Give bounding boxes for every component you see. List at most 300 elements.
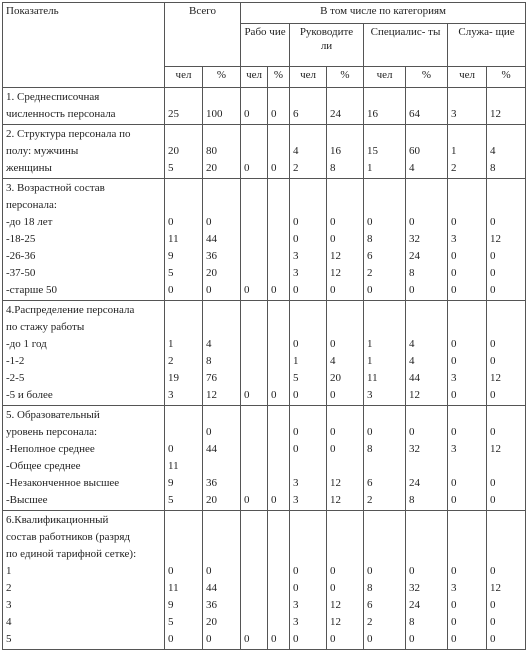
- value: 0: [490, 389, 496, 401]
- value: [451, 512, 483, 529]
- value: 100: [206, 108, 223, 120]
- section-label-line: 4.Распределение персонала: [6, 304, 135, 316]
- value: 44: [206, 443, 217, 455]
- category-managers-header: Руководите ли: [290, 24, 364, 67]
- value: 0: [293, 389, 299, 401]
- cell-workers-chel: [241, 301, 268, 406]
- value: 11: [168, 460, 179, 472]
- value: [244, 407, 264, 424]
- value: [244, 126, 264, 143]
- value: 24: [330, 108, 342, 120]
- value: [490, 180, 522, 197]
- section-label-line: 1: [6, 565, 12, 577]
- value: [168, 197, 199, 214]
- value: 0: [168, 216, 174, 228]
- value: 0: [293, 233, 299, 245]
- value: 20: [206, 494, 217, 506]
- value: 44: [206, 233, 217, 245]
- value: [490, 126, 522, 143]
- value: 4: [206, 338, 212, 350]
- value: 0: [293, 426, 299, 438]
- section-label-line: -Неполное среднее: [6, 443, 95, 455]
- value: 12: [330, 477, 342, 489]
- value: [367, 512, 402, 529]
- value: [367, 546, 402, 563]
- value: [168, 180, 199, 197]
- value: 3: [451, 108, 457, 120]
- value: 44: [206, 582, 217, 594]
- section-label-line: 3: [6, 599, 12, 611]
- value: [451, 180, 483, 197]
- value: [244, 475, 264, 492]
- value: 0: [244, 389, 250, 401]
- cell-specialists-pct: [406, 301, 448, 406]
- value: 12: [330, 616, 342, 628]
- value: 0: [451, 565, 457, 577]
- value: [293, 197, 323, 214]
- cell-managers-pct: [327, 88, 364, 125]
- value: 0: [367, 633, 373, 645]
- value: [244, 231, 264, 248]
- section-row: [3, 125, 526, 179]
- value: 0: [244, 162, 250, 174]
- cell-specialists-pct: [406, 125, 448, 179]
- cell-workers-pct: [268, 125, 290, 179]
- value: 8: [206, 355, 212, 367]
- section-row: [3, 406, 526, 511]
- value: [367, 89, 402, 106]
- value: 0: [330, 582, 336, 594]
- value: 3: [367, 389, 373, 401]
- value: [206, 546, 237, 563]
- cell-employees-chel: [448, 511, 487, 650]
- value: 24: [409, 599, 421, 611]
- value: [244, 214, 264, 231]
- value: [451, 458, 483, 475]
- section-label-line: 5. Образовательный: [6, 409, 100, 421]
- value: 4: [409, 355, 415, 367]
- value: [490, 319, 522, 336]
- cell-specialists-pct: [406, 511, 448, 650]
- value: [409, 180, 444, 197]
- value: 0: [490, 250, 496, 262]
- value: [206, 529, 237, 546]
- section-label-line: -26-36: [6, 250, 36, 262]
- section-label-line: 6.Квалификационный: [6, 514, 109, 526]
- value: 0: [490, 267, 496, 279]
- value: 0: [244, 284, 250, 296]
- value: [293, 89, 323, 106]
- value: 0: [409, 633, 415, 645]
- value: [271, 580, 286, 597]
- cell-managers-chel: [290, 406, 327, 511]
- value: 24: [409, 477, 421, 489]
- value: 4: [409, 338, 415, 350]
- cell-specialists-chel: [364, 511, 406, 650]
- value: 0: [293, 443, 299, 455]
- value: [206, 407, 237, 424]
- value: 12: [330, 267, 342, 279]
- value: [490, 89, 522, 106]
- value: [367, 197, 402, 214]
- category-employees-header: Служа- щие: [448, 24, 526, 67]
- cell-specialists-pct: [406, 179, 448, 301]
- value: 4: [490, 145, 496, 157]
- value: 76: [206, 372, 217, 384]
- value: [271, 546, 286, 563]
- value: 4: [293, 145, 299, 157]
- value: [330, 458, 360, 475]
- value: [409, 529, 444, 546]
- cell-total-pct: [203, 406, 241, 511]
- section-label-line: 2: [6, 582, 12, 594]
- cell-employees-chel: [448, 125, 487, 179]
- unit-chel-employees: чел: [448, 67, 487, 88]
- value: 5: [293, 372, 299, 384]
- value: 5: [168, 616, 174, 628]
- value: 0: [271, 389, 277, 401]
- value: 9: [168, 477, 174, 489]
- value: 11: [168, 233, 179, 245]
- value: 5: [168, 494, 174, 506]
- value: 3: [293, 616, 299, 628]
- cell-managers-chel: [290, 511, 327, 650]
- value: 0: [451, 616, 457, 628]
- value: 0: [271, 108, 277, 120]
- value: 1: [367, 338, 373, 350]
- unit-chel-specialists: чел: [364, 67, 406, 88]
- cell-workers-chel: [241, 511, 268, 650]
- value: [244, 302, 264, 319]
- section-label-line: 5: [6, 633, 12, 645]
- cell-employees-pct: [487, 88, 526, 125]
- value: 1: [293, 355, 299, 367]
- value: 2: [168, 355, 174, 367]
- value: 0: [168, 565, 174, 577]
- value: [330, 89, 360, 106]
- section-label-line: -18-25: [6, 233, 36, 245]
- value: 0: [244, 108, 250, 120]
- value: 12: [330, 250, 342, 262]
- value: [244, 597, 264, 614]
- section-label-line: -до 1 год: [6, 338, 47, 350]
- value: 36: [206, 599, 217, 611]
- cell-total-pct: [203, 511, 241, 650]
- value: 12: [490, 372, 502, 384]
- value: [244, 248, 264, 265]
- value: [409, 458, 444, 475]
- cell-managers-pct: [327, 125, 364, 179]
- value: 0: [206, 565, 212, 577]
- value: 0: [330, 338, 336, 350]
- cell-workers-pct: [268, 406, 290, 511]
- value: [244, 180, 264, 197]
- section-label-line: полу: мужчины: [6, 145, 79, 157]
- value: 16: [330, 145, 342, 157]
- value: 0: [409, 216, 415, 228]
- cell-total-chel: [165, 179, 203, 301]
- section-label-line: -Общее среднее: [6, 460, 81, 472]
- value: [451, 319, 483, 336]
- section-label-line: -37-50: [6, 267, 36, 279]
- value: [293, 302, 323, 319]
- value: 8: [409, 616, 415, 628]
- value: [244, 614, 264, 631]
- cell-employees-pct: [487, 179, 526, 301]
- value: [271, 143, 286, 160]
- value: [244, 197, 264, 214]
- category-specialists-header: Специалис- ты: [364, 24, 448, 67]
- cell-total-chel: [165, 406, 203, 511]
- value: [451, 126, 483, 143]
- value: 1: [367, 162, 373, 174]
- value: 9: [168, 250, 174, 262]
- value: 0: [451, 477, 457, 489]
- cell-employees-chel: [448, 88, 487, 125]
- value: [271, 248, 286, 265]
- section-label: [3, 511, 165, 650]
- cell-workers-chel: [241, 88, 268, 125]
- value: [293, 458, 323, 475]
- value: 0: [490, 355, 496, 367]
- value: 0: [409, 284, 415, 296]
- value: 0: [367, 426, 373, 438]
- section-label-line: 2. Структура персонала по: [6, 128, 131, 140]
- value: 6: [293, 108, 299, 120]
- value: 0: [490, 426, 496, 438]
- value: 1: [367, 355, 373, 367]
- cell-specialists-pct: [406, 88, 448, 125]
- value: [330, 319, 360, 336]
- value: [293, 180, 323, 197]
- value: [409, 197, 444, 214]
- value: 0: [490, 616, 496, 628]
- value: [451, 197, 483, 214]
- cell-workers-pct: [268, 301, 290, 406]
- value: [330, 407, 360, 424]
- value: 0: [367, 216, 373, 228]
- cell-employees-pct: [487, 125, 526, 179]
- value: 0: [490, 565, 496, 577]
- cell-total-chel: [165, 511, 203, 650]
- value: [330, 126, 360, 143]
- cell-total-pct: [203, 125, 241, 179]
- value: 24: [409, 250, 421, 262]
- cell-managers-chel: [290, 125, 327, 179]
- value: 0: [451, 599, 457, 611]
- cell-workers-chel: [241, 125, 268, 179]
- value: [206, 180, 237, 197]
- section-label-line: -старше 50: [6, 284, 57, 296]
- value: [206, 319, 237, 336]
- value: 0: [206, 426, 212, 438]
- value: 12: [490, 443, 502, 455]
- value: [271, 407, 286, 424]
- value: 0: [293, 216, 299, 228]
- section-label-line: -1-2: [6, 355, 25, 367]
- value: 2: [293, 162, 299, 174]
- value: 15: [367, 145, 379, 157]
- value: [271, 370, 286, 387]
- value: 0: [206, 216, 212, 228]
- value: 2: [367, 267, 373, 279]
- value: [293, 546, 323, 563]
- value: [271, 563, 286, 580]
- section-row: [3, 179, 526, 301]
- value: 12: [409, 389, 421, 401]
- value: 12: [330, 494, 342, 506]
- value: [330, 546, 360, 563]
- value: 0: [293, 633, 299, 645]
- value: [244, 458, 264, 475]
- value: [244, 336, 264, 353]
- unit-pct-managers: %: [327, 67, 364, 88]
- unit-chel-managers: чел: [290, 67, 327, 88]
- value: 6: [367, 599, 373, 611]
- value: 0: [271, 633, 277, 645]
- value: [168, 424, 199, 441]
- value: 12: [490, 582, 502, 594]
- section-label-line: -Высшее: [6, 494, 48, 506]
- value: 0: [490, 477, 496, 489]
- value: [271, 512, 286, 529]
- value: 32: [409, 443, 421, 455]
- section-row: [3, 88, 526, 125]
- cell-workers-pct: [268, 179, 290, 301]
- cell-workers-pct: [268, 88, 290, 125]
- value: 0: [409, 426, 415, 438]
- value: 0: [451, 633, 457, 645]
- value: [409, 319, 444, 336]
- value: 0: [271, 284, 277, 296]
- value: 44: [409, 372, 421, 384]
- value: [271, 614, 286, 631]
- value: [244, 441, 264, 458]
- value: [330, 512, 360, 529]
- cell-specialists-chel: [364, 88, 406, 125]
- cell-managers-chel: [290, 301, 327, 406]
- value: [271, 597, 286, 614]
- value: [168, 319, 199, 336]
- value: [451, 546, 483, 563]
- unit-pct-total: %: [203, 67, 241, 88]
- value: 12: [490, 108, 502, 120]
- value: [293, 319, 323, 336]
- value: [271, 214, 286, 231]
- cell-specialists-chel: [364, 406, 406, 511]
- value: [206, 458, 237, 475]
- value: 36: [206, 477, 217, 489]
- cell-total-chel: [165, 88, 203, 125]
- value: [490, 458, 522, 475]
- value: 0: [271, 494, 277, 506]
- value: 0: [490, 633, 496, 645]
- value: 0: [451, 338, 457, 350]
- value: [490, 512, 522, 529]
- value: 0: [490, 216, 496, 228]
- cell-specialists-chel: [364, 179, 406, 301]
- value: 8: [330, 162, 336, 174]
- value: [271, 265, 286, 282]
- value: [168, 529, 199, 546]
- value: 12: [490, 233, 502, 245]
- value: 80: [206, 145, 217, 157]
- value: [244, 424, 264, 441]
- value: [271, 89, 286, 106]
- value: 3: [451, 582, 457, 594]
- value: 3: [451, 443, 457, 455]
- value: 0: [330, 233, 336, 245]
- value: 36: [206, 250, 217, 262]
- section-label-line: -2-5: [6, 372, 25, 384]
- value: 0: [451, 267, 457, 279]
- value: 32: [409, 233, 421, 245]
- value: [367, 302, 402, 319]
- value: [271, 529, 286, 546]
- value: [244, 529, 264, 546]
- section-label-line: 1. Среднесписочная: [6, 91, 100, 103]
- cell-employees-pct: [487, 406, 526, 511]
- value: [367, 126, 402, 143]
- value: 20: [206, 267, 217, 279]
- value: [409, 126, 444, 143]
- value: 0: [168, 284, 174, 296]
- value: [271, 441, 286, 458]
- section-label-line: -до 18 лет: [6, 216, 53, 228]
- value: [168, 546, 199, 563]
- value: [451, 529, 483, 546]
- value: 0: [293, 284, 299, 296]
- value: 9: [168, 599, 174, 611]
- cell-employees-pct: [487, 511, 526, 650]
- section-label: [3, 88, 165, 125]
- cell-employees-chel: [448, 301, 487, 406]
- value: 5: [168, 267, 174, 279]
- value: [271, 231, 286, 248]
- value: 8: [367, 582, 373, 594]
- section-row: [3, 301, 526, 406]
- value: [244, 546, 264, 563]
- value: 0: [271, 162, 277, 174]
- value: 5: [168, 162, 174, 174]
- value: 1: [451, 145, 457, 157]
- section-label-line: -Незаконченное высшее: [6, 477, 120, 489]
- value: [244, 265, 264, 282]
- value: 19: [168, 372, 179, 384]
- value: 0: [409, 565, 415, 577]
- staff-structure-table: [2, 2, 526, 650]
- value: [244, 370, 264, 387]
- total-header: Всего: [165, 3, 241, 67]
- value: [490, 546, 522, 563]
- value: 0: [367, 565, 373, 577]
- value: 0: [330, 216, 336, 228]
- value: [451, 89, 483, 106]
- value: [271, 197, 286, 214]
- value: [293, 126, 323, 143]
- value: [244, 580, 264, 597]
- value: 0: [490, 338, 496, 350]
- value: [206, 89, 237, 106]
- value: [271, 458, 286, 475]
- value: 0: [206, 284, 212, 296]
- value: [244, 512, 264, 529]
- value: [330, 302, 360, 319]
- value: [244, 319, 264, 336]
- value: [367, 407, 402, 424]
- unit-pct-workers: %: [268, 67, 290, 88]
- value: [490, 407, 522, 424]
